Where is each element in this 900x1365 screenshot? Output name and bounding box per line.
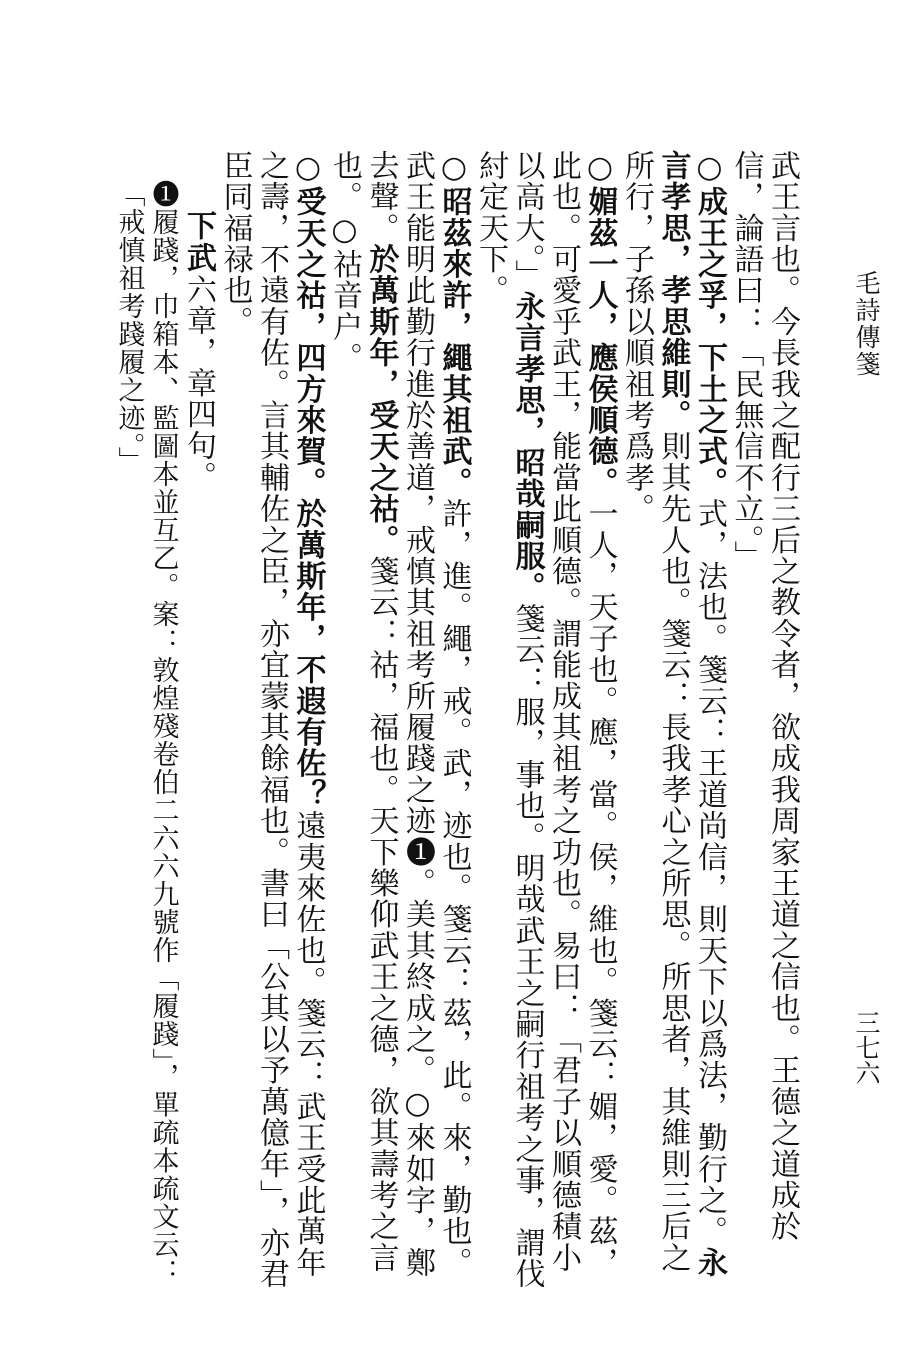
verse: 於萬斯年，不遐有佐？ (290, 498, 326, 811)
verse: 永言孝思，昭哉嗣服。 (509, 291, 545, 603)
verse: ○成王之孚，下土之式。 (692, 150, 727, 499)
page-number: 三七六 (852, 1010, 881, 1085)
commentary: 則其先人也。箋云：長我孝心之所思。所思者，其維則三后之所行，子孫以順祖考爲孝。 (619, 150, 691, 1274)
verse: 於萬斯年，受天之祜。 (363, 243, 399, 556)
verse: 永言孝思，孝思維則。 (655, 150, 727, 1279)
commentary: 箋云：祜，福也。天下樂仰武王之德，欲其壽考之言也。○祜音户。 (327, 150, 399, 1274)
commentary: 式，法也。箋云：王道尚信，則天下以爲法，勤行之。 (692, 498, 727, 1248)
commentary: 遠夷來佐也。箋云：武王受此萬年之壽，不遠有佐。言其輔佐之臣，亦宜蒙其餘福也。書曰「公其以予萬億年」，亦君臣同福禄也。 (217, 150, 326, 1290)
commentary: 一人，天子也。應，當。侯，維也。箋云：媚，愛。茲，此也。可愛乎武王，能當此順德。謂能成其祖考之功也。易曰：「君子以順德積小以高大。」 (509, 150, 618, 1279)
paragraph-1 (727, 150, 800, 1290)
footnote: ❶履踐，巾箱本、監圖本並互乙。案：敦煌殘卷伯二六六九號作「履踐」，單疏本疏文云：「戒慎祖考踐履之迹。」 (113, 180, 179, 1287)
verse: ○媚茲一人，應侯順德。 (582, 150, 618, 499)
paragraph-5 (216, 150, 326, 1290)
commentary: 許，進。繩，戒。武，迹也。箋云：茲，此。來，勤也。武王能明此勤行進於善道，戒慎其祖考所履踐之迹❶。美其終成之。○來如字，鄭去聲。 (363, 150, 472, 1279)
running-title: 毛詩傳箋 (852, 270, 881, 378)
chapter-summary (180, 150, 217, 1290)
verse: ○受天之祜，四方來賀。 (290, 150, 326, 499)
paragraph-2 (618, 150, 728, 1290)
verse: ○昭茲來許，繩其祖武。 (436, 150, 472, 499)
text-body (80, 150, 800, 1290)
chapter-count: 六章，章四句。 (181, 274, 216, 493)
paragraph-4 (326, 150, 472, 1290)
commentary: 武王言也。今長我之配行三后之教令者，欲成我周家王道之信也。王德之道成於信，論語曰：「民無信不立。」 (728, 150, 800, 1242)
paragraph-3 (472, 150, 618, 1290)
commentary: 箋云：服，事也。明哉武王之嗣行祖考之事，謂伐紂定天下。 (473, 150, 545, 1290)
chapter-title: 下武 (181, 210, 216, 274)
